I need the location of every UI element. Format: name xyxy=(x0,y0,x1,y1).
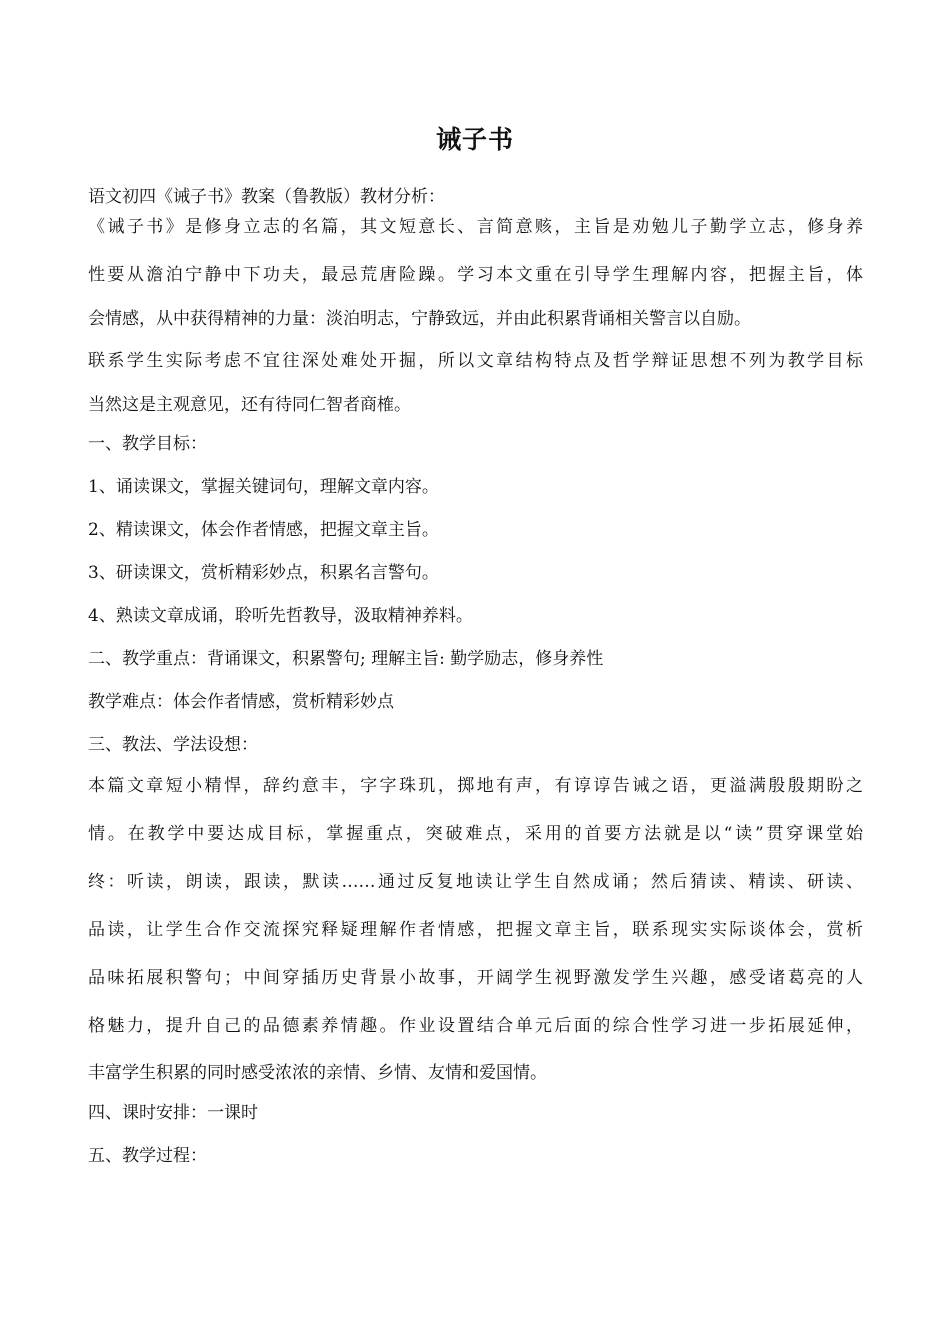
objective-item: 3、研读课文，赏析精彩妙点，积累名言警句。 xyxy=(88,563,439,583)
methods-paragraph xyxy=(88,762,863,1096)
schedule-line: 四、课时安排：一课时 xyxy=(88,1103,258,1123)
analysis-line: 《诫子书》是修身立志的名篇，其文短意长、言简意赅，主旨是劝勉儿子勤学立志，修身养 xyxy=(88,217,863,237)
intro-line: 语文初四《诫子书》教案（鲁教版）教材分析： xyxy=(88,187,445,207)
objective-item: 2、精读课文，体会作者情感，把握文章主旨。 xyxy=(88,520,439,540)
methods-line: 格魅力，提升自己的品德素养情趣。作业设置结合单元后面的综合性学习进一步拓展延伸， xyxy=(88,1016,863,1036)
document-body xyxy=(88,184,863,1186)
consideration-line: 当然这是主观意见，还有待同仁智者商榷。 xyxy=(88,395,411,415)
methods-line: 本篇文章短小精悍，辞约意丰，字字珠玑，掷地有声，有谆谆告诫之语，更溢满殷殷期盼之 xyxy=(88,776,863,796)
methods-line: 情。在教学中要达成目标，掌握重点，突破难点，采用的首要方法就是以“读”贯穿课堂始 xyxy=(88,824,863,844)
methods-line: 丰富学生积累的同时感受浓浓的亲情、乡情、友情和爱国情。 xyxy=(88,1063,547,1083)
objectives-heading: 一、教学目标： xyxy=(88,434,207,454)
methods-line: 品味拓展积警句；中间穿插历史背景小故事，开阔学生视野激发学生兴趣，感受诸葛亮的人 xyxy=(88,968,863,988)
analysis-line: 会情感，从中获得精神的力量：淡泊明志，宁静致远，并由此积累背诵相关警言以自励。 xyxy=(88,309,751,329)
analysis-paragraph xyxy=(88,203,863,339)
objective-item: 1、诵读课文，掌握关键词句，理解文章内容。 xyxy=(88,477,439,497)
analysis-line: 性要从澹泊宁静中下功夫，最忌荒唐险躁。学习本文重在引导学生理解内容，把握主旨，体 xyxy=(88,265,863,285)
document-title: 诫子书 xyxy=(435,125,514,154)
key-points-line: 二、教学重点：背诵课文，积累警句; 理解主旨: 勤学励志，修身养性 xyxy=(88,649,604,669)
difficulty-line: 教学难点：体会作者情感，赏析精彩妙点 xyxy=(88,692,394,712)
process-heading: 五、教学过程： xyxy=(88,1146,207,1166)
consideration-paragraph xyxy=(88,337,863,425)
consideration-line: 联系学生实际考虑不宜往深处难处开掘，所以文章结构特点及哲学辩证思想不列为教学目标 xyxy=(88,351,863,371)
methods-heading: 三、教法、学法设想： xyxy=(88,735,258,755)
methods-line: 品读，让学生合作交流探究释疑理解作者情感，把握文章主旨，联系现实实际谈体会，赏析 xyxy=(88,920,863,940)
methods-line: 终：听读，朗读，跟读，默读……通过反复地读让学生自然成诵；然后猜读、精读、研读、 xyxy=(88,872,863,892)
objective-item: 4、熟读文章成诵，聆听先哲教导，汲取精神养料。 xyxy=(88,606,473,626)
